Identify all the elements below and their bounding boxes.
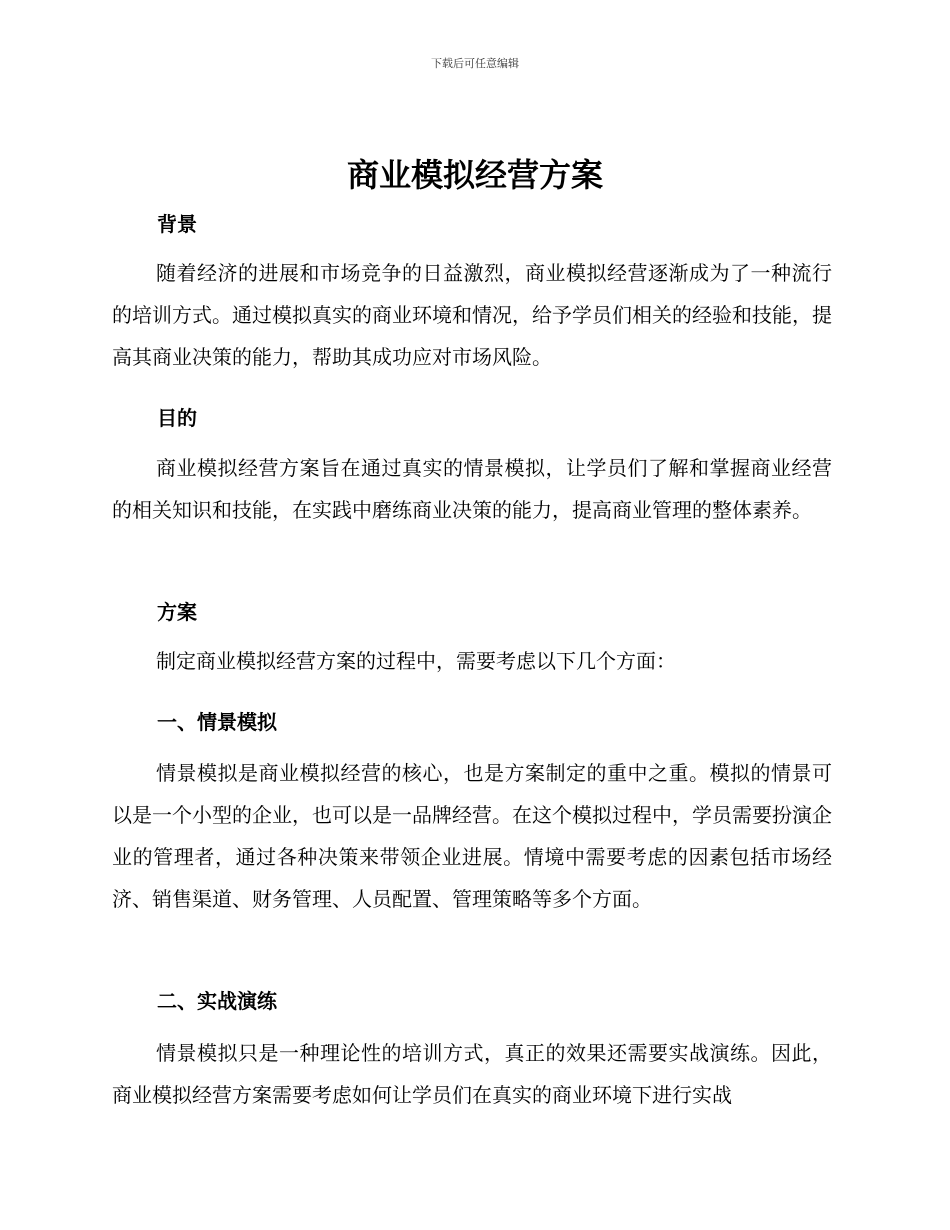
section-heading-plan: 方案 [157,600,197,624]
section-heading-background: 背景 [157,212,197,236]
section-paragraph-background: 随着经济的进展和市场竞争的日益激烈，商业模拟经营逐渐成为了一种流行的培训方式。通过模拟真实的商业环境和情况，给予学员们相关的经验和技能，提高其商业决策的能力，帮助其成功应对市场风险。 [112,261,832,369]
section-heading-scenario: 一、情景模拟 [157,710,277,734]
section-paragraph-scenario: 情景模拟是商业模拟经营的核心，也是方案制定的重中之重。模拟的情景可以是一个小型的企业，也可以是一品牌经营。在这个模拟过程中，学员需要扮演企业的管理者，通过各种决策来带领企业进展。情境中需要考虑的因素包括市场经济、销售渠道、财务管理、人员配置、管理策略等多个方面。 [112,761,832,911]
section-heading-practice: 二、实战演练 [157,989,277,1013]
section-heading-purpose: 目的 [157,406,197,430]
section-paragraph-practice: 情景模拟只是一种理论性的培训方式，真正的效果还需要实战演练。因此，商业模拟经营方案需要考虑如何让学员们在真实的商业环境下进行实战 [112,1041,832,1107]
section-paragraph-purpose: 商业模拟经营方案旨在通过真实的情景模拟，让学员们了解和掌握商业经营的相关知识和技能，在实践中磨练商业决策的能力，提高商业管理的整体素养。 [112,456,832,522]
section-paragraph-plan: 制定商业模拟经营方案的过程中，需要考虑以下几个方面： [156,649,676,673]
document-title: 商业模拟经营方案 [346,156,603,194]
header-note: 下载后可任意编辑 [431,57,519,70]
